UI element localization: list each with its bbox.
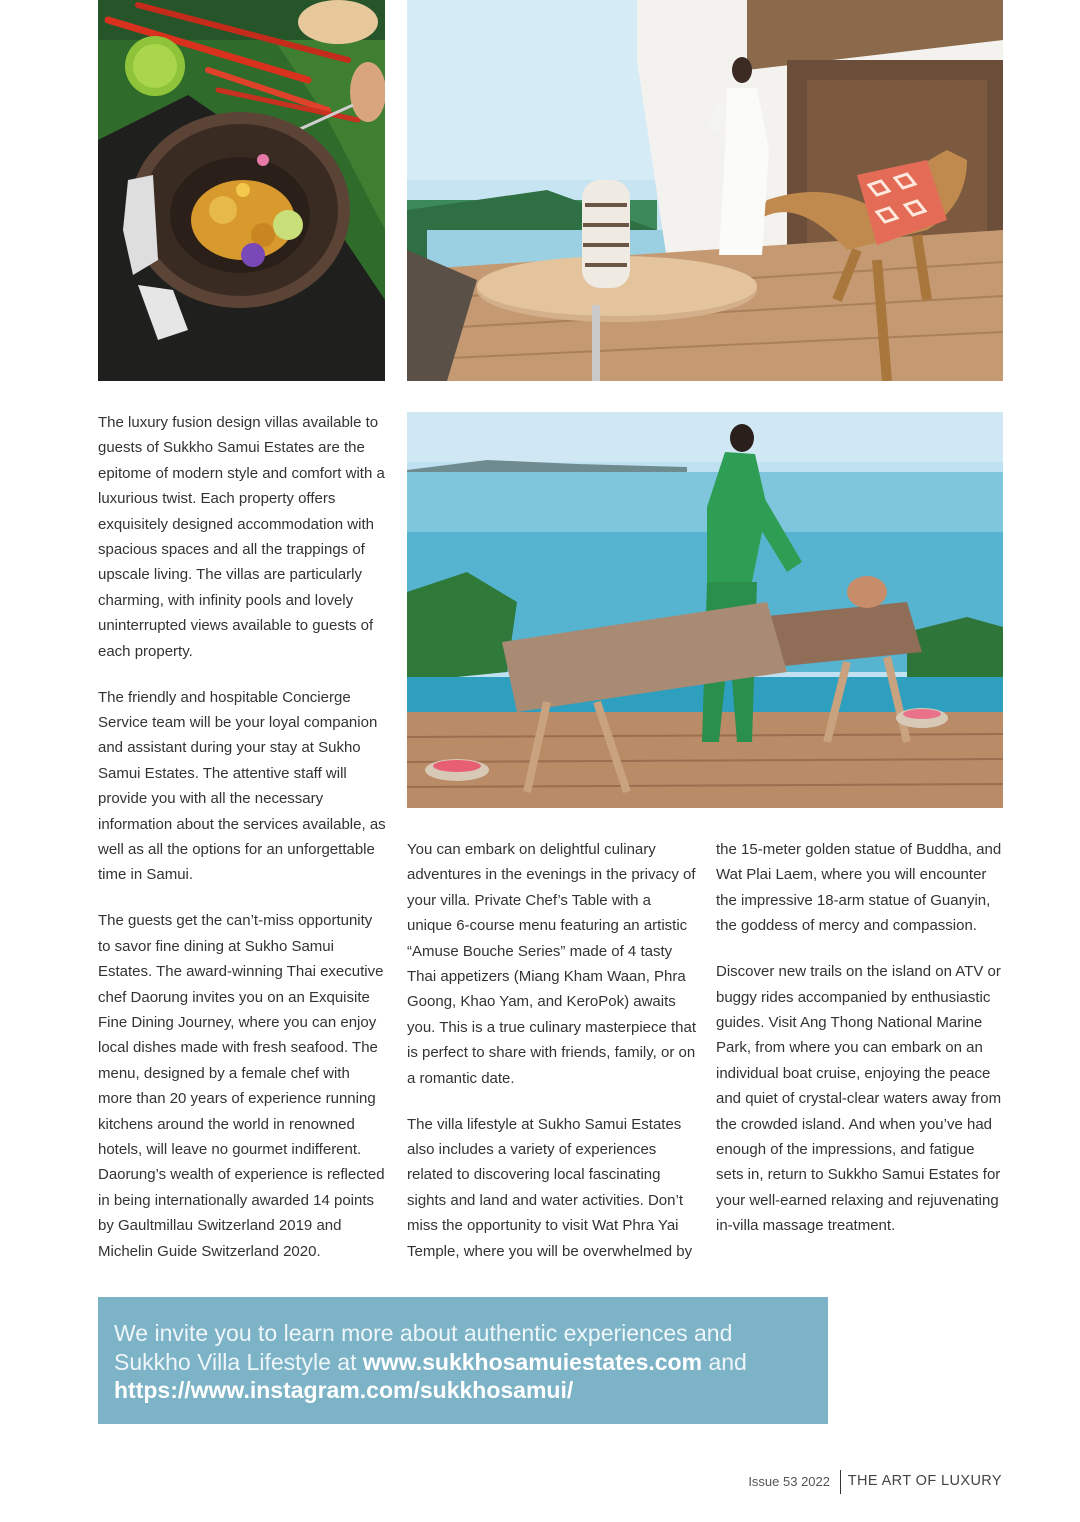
paragraph: The friendly and hospitable Concierge Service team will be your loyal companion and assistant during your stay at Sukho Samui Estates. The attentive staff will provide you with all the necessary information about the services available, as well as all the options for an unforgettable time in Samui. [98,688,386,884]
villa-terrace-photo [407,0,1003,381]
thai-dish-photo [98,0,385,381]
cta-box [98,1297,828,1424]
cta-text: and [702,1348,747,1375]
instagram-link[interactable]: https://www.instagram.com/sukkhosamui/ [114,1377,574,1403]
magazine-name: THE ART OF LUXURY [847,1473,1002,1489]
article-column-right [716,837,1006,1239]
paragraph: You can embark on delightful culinary adventures in the evenings in the privacy of your villa. Private Chef’s Table with a unique 6-course menu featuring an artistic “Amuse Bouche Series” made of 4 tasty Thai appetizers (Miang Kham Waan, Phra Goong, Khao Yam, and KeroPok) awaits you. This is a true culinary masterpiece that is perfect to share with friends, family, or on a romantic date. [407,841,697,1087]
in-villa-massage-photo [407,412,1003,808]
article-column-left [98,410,386,1264]
page-footer [700,1470,1002,1494]
paragraph: The luxury fusion design villas available to guests of Sukkho Samui Estates are the epitome of modern style and comfort with a luxurious twist. Each property offers exquisitely designed accommodation with spacious spaces and all the trappings of upscale living. The villas are particularly charming, with infinity pools and lovely uninterrupted views available to guests of each property. [98,414,385,660]
paragraph: The villa lifestyle at Sukho Samui Estates also includes a variety of experiences related to discovering local fascinating sights and land and water activities. Don’t miss the opportunity to visit Wat Phra Yai Temple, where you will be overwhelmed by [407,1115,693,1260]
cta-text: We invite you to learn more about authentic experiences and Sukkho Villa Lifestyle at [114,1320,733,1375]
issue-label: Issue 53 2022 [748,1474,830,1489]
paragraph: the 15-meter golden statue of Buddha, and Wat Plai Laem, where you will encounter the impressive 18-arm statue of Guanyin, the goddess of mercy and compassion. [716,841,1002,935]
paragraph: Discover new trails on the island on ATV or buggy rides accompanied by enthusiastic guides. Visit Ang Thong National Marine Park, from where you can embark on an individual boat cruise, enjoying the peace and quiet of crystal-clear waters away from the crowded island. And when you’ve had enough of the impressions, and fatigue sets in, return to Sukkho Samui Estates for your well-earned relaxing and rejuvenating in-villa massage treatment. [716,963,1002,1235]
footer-divider [840,1470,841,1494]
article-column-middle [407,837,697,1264]
website-link[interactable]: www.sukkhosamuiestates.com [362,1348,703,1375]
paragraph: The guests get the can’t-miss opportunity to savor fine dining at Sukho Samui Estates. The award-winning Thai executive chef Daorung invites you on an Exquisite Fine Dining Journey, where you can enjoy local dishes made with fresh seafood. The menu, designed by a female chef with more than 20 years of experience running kitchens around the world in renowned hotels, will leave no gourmet indifferent. Daorung’s wealth of experience is reflected in being internationally awarded 14 points by Gaultmillau Switzerland 2019 and Michelin Guide Switzerland 2020. [98,912,385,1260]
